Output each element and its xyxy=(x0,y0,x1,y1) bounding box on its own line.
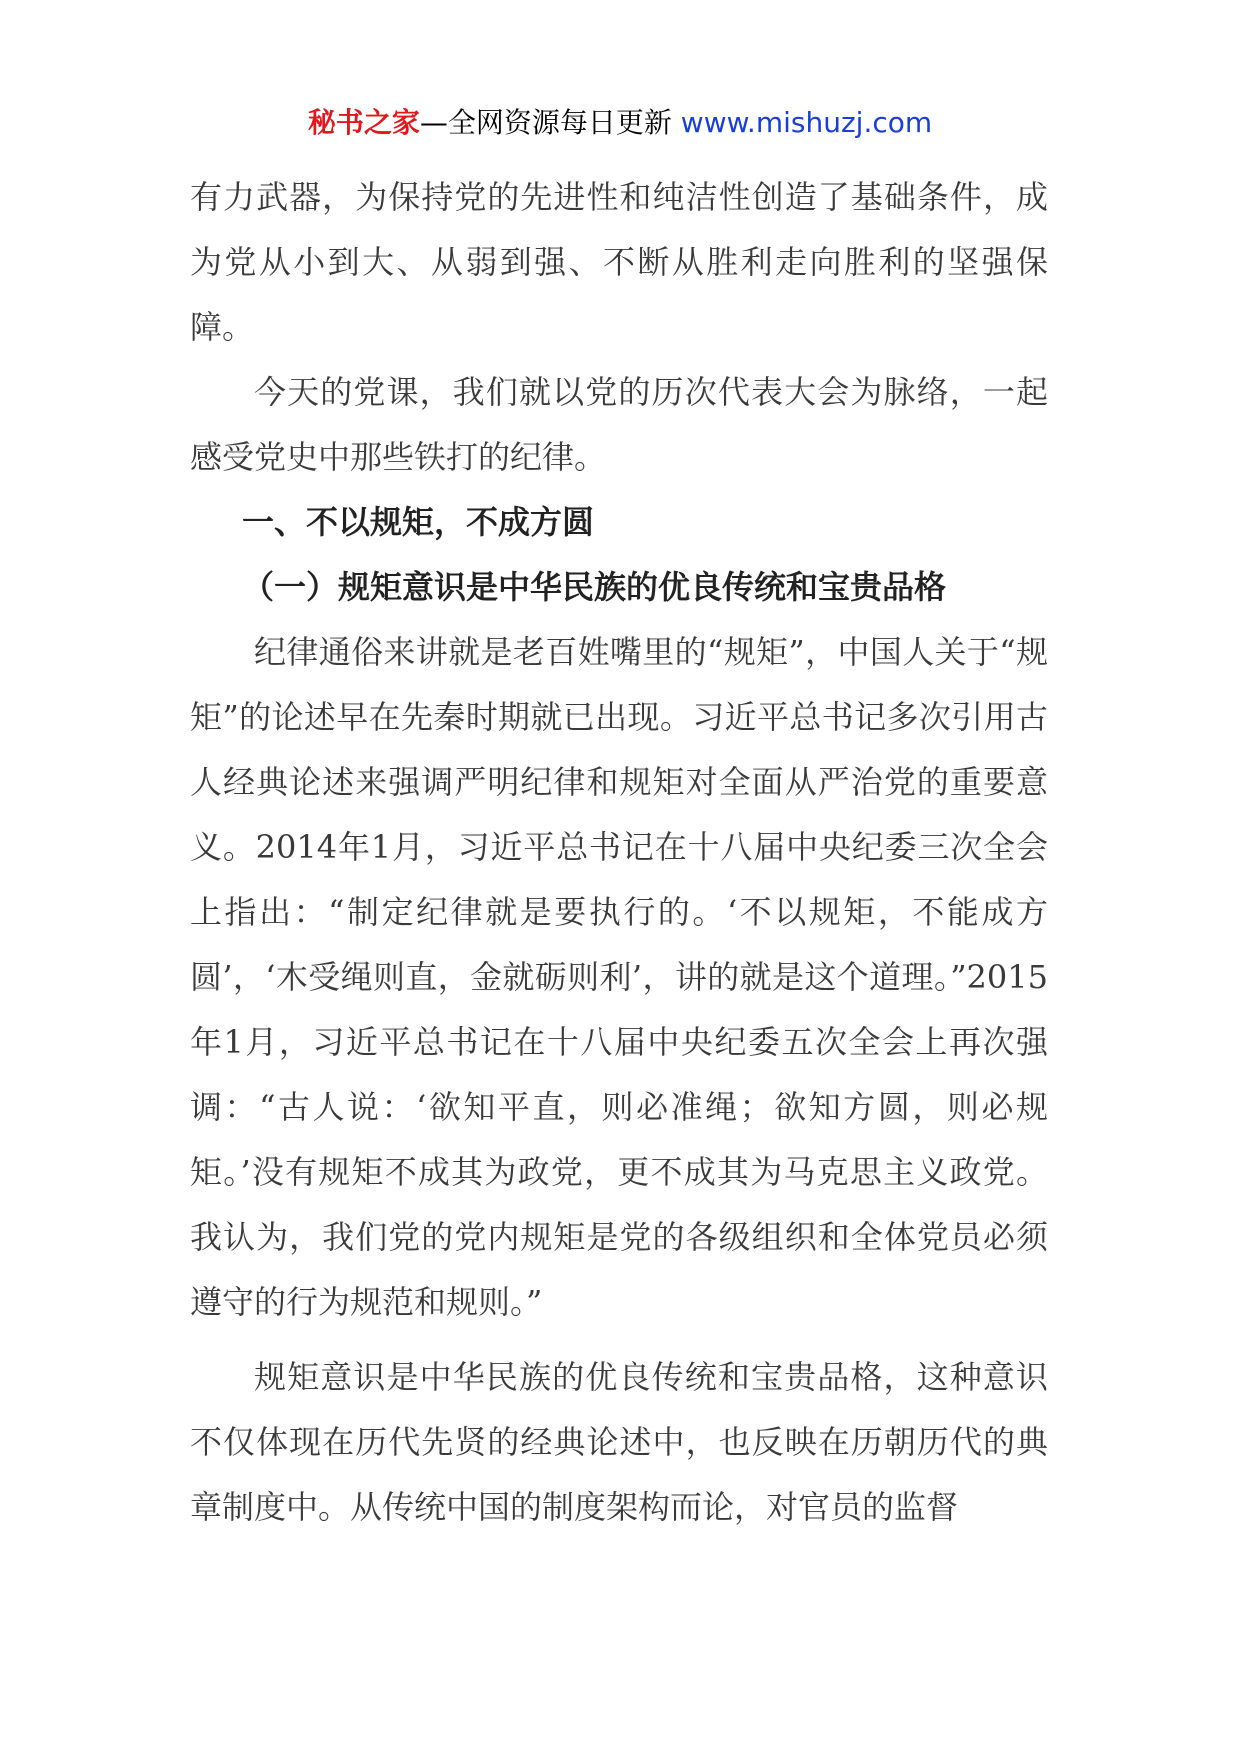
header-slogan: —全网资源每日更新 xyxy=(419,106,672,139)
paragraph-tradition: 规矩意识是中华民族的优良传统和宝贵品格，这种意识不仅体现在历代先贤的经典论述中，也反映在历朝历代的典章制度中。从传统中国的制度架构而论，对官员的监督 xyxy=(190,1358,1048,1526)
document-body xyxy=(190,165,1048,1540)
section-heading-1: 一、不以规矩，不成方圆 xyxy=(242,503,595,541)
paragraph-quote: 纪律通俗来讲就是老百姓嘴里的“规矩”，中国人关于“规矩”的论述早在先秦时期就已出现。习近平总书记多次引用古人经典论述来强调严明纪律和规矩对全面从严治党的重要意义。2014年1月，习近平总书记在十八届中央纪委三次全会上指出：“制定纪律就是要执行的。‘不以规矩，不能成方圆’，‘木受绳则直，金就砺则利’，讲的就是这个道理。”2015年1月，习近平总书记在十八届中央纪委五次全会上再次强调：“古人说：‘欲知平直，则必准绳；欲知方圆，则必规矩。’没有规矩不成其为政党，更不成其为马克思主义政党。我认为，我们党的党内规矩是党的各级组织和全体党员必须遵守的行为规范和规则。” xyxy=(190,633,1048,1321)
brand-name: 秘书之家 xyxy=(307,106,420,139)
paragraph-continuation: 有力武器，为保持党的先进性和纯洁性创造了基础条件，成为党从小到大、从弱到强、不断从胜利走向胜利的坚强保障。 xyxy=(190,178,1048,346)
subsection-heading-1-1: （一）规矩意识是中华民族的优良传统和宝贵品格 xyxy=(242,568,947,606)
header-url: www.mishuzj.com xyxy=(680,106,933,139)
site-header-watermark xyxy=(0,103,1240,143)
paragraph-intro: 今天的党课，我们就以党的历次代表大会为脉络，一起感受党史中那些铁打的纪律。 xyxy=(190,373,1048,476)
